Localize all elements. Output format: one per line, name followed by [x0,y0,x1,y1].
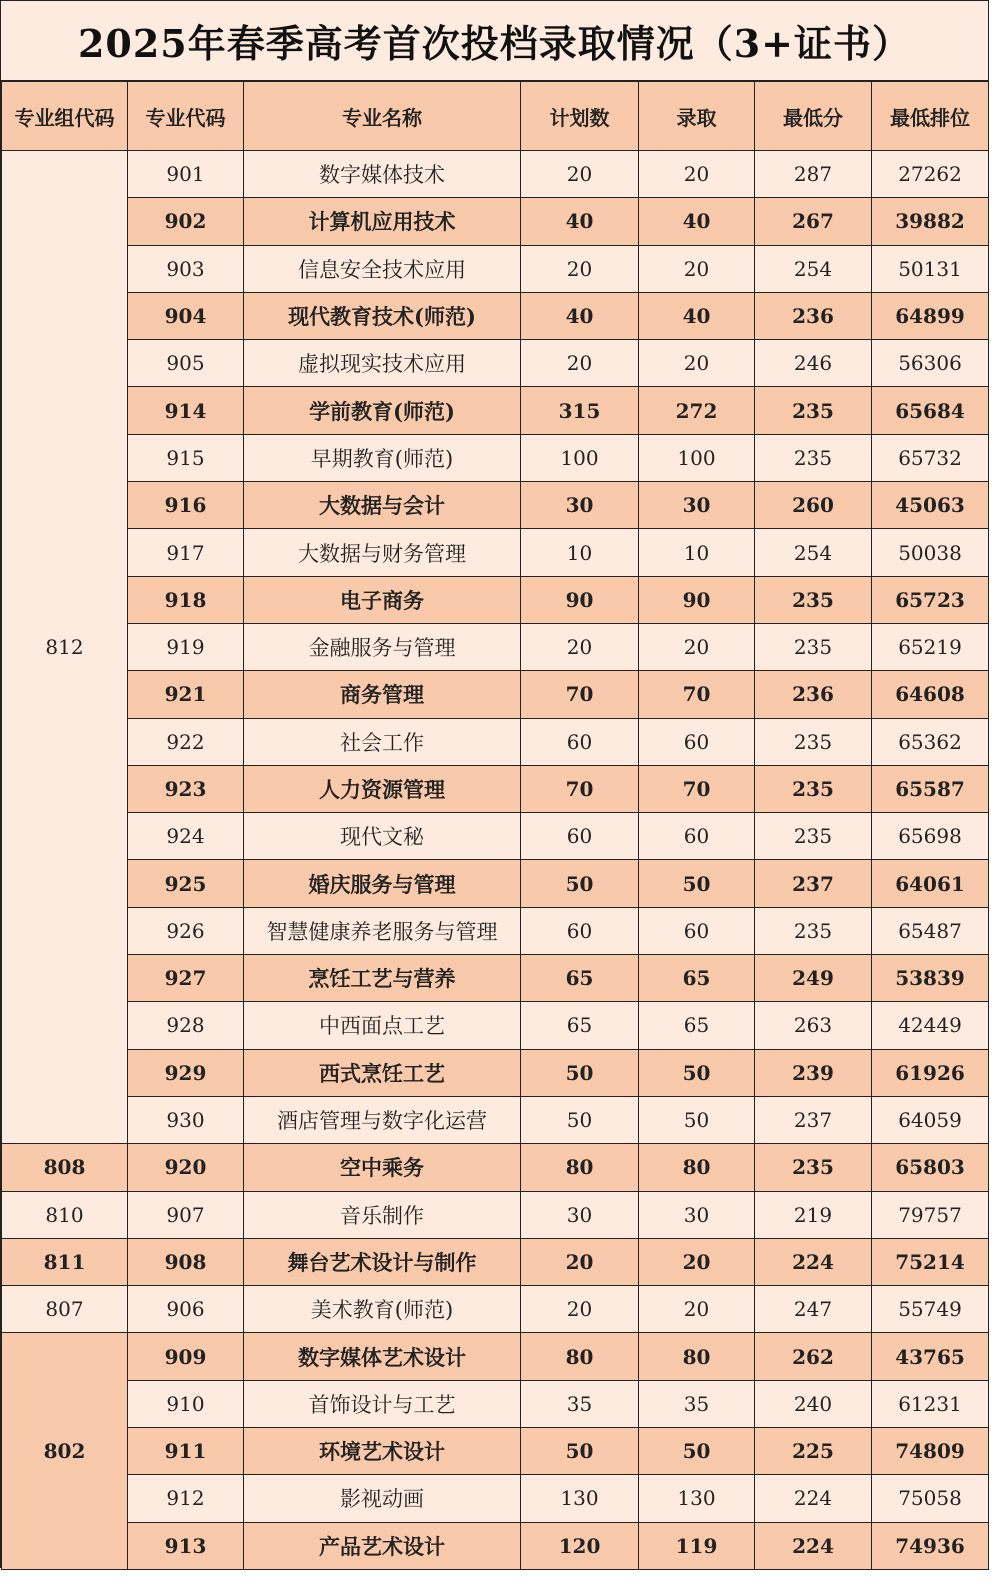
table-row [2,813,989,860]
major-code-cell: 928 [128,1002,244,1049]
min-rank-cell: 79757 [872,1191,989,1238]
table-row [2,1286,989,1333]
major-name-cell: 音乐制作 [244,1191,521,1238]
table-row [2,198,989,245]
min-score-cell: 254 [755,529,872,576]
min-rank-cell: 65487 [872,907,989,954]
min-score-cell: 287 [755,151,872,198]
major-name-cell: 产品艺术设计 [244,1522,521,1569]
admitted-count-cell: 80 [639,1333,755,1380]
major-code-cell: 916 [128,482,244,529]
plan-count-cell: 20 [521,340,639,387]
major-name-cell: 大数据与会计 [244,482,521,529]
min-score-cell: 249 [755,955,872,1002]
admitted-count-cell: 65 [639,955,755,1002]
min-score-cell: 224 [755,1475,872,1522]
major-name-cell: 商务管理 [244,671,521,718]
plan-count-cell: 50 [521,1428,639,1475]
table-row [2,151,989,198]
admitted-count-cell: 60 [639,907,755,954]
admitted-count-cell: 70 [639,765,755,812]
min-score-cell: 237 [755,860,872,907]
major-name-cell: 人力资源管理 [244,765,521,812]
table-row [2,1049,989,1096]
min-rank-cell: 65732 [872,434,989,481]
table-row [2,1238,989,1285]
table-row [2,765,989,812]
plan-count-cell: 80 [521,1144,639,1191]
major-code-cell: 903 [128,245,244,292]
major-name-cell: 现代文秘 [244,813,521,860]
min-rank-cell: 65803 [872,1144,989,1191]
admission-table [1,81,989,1570]
major-code-cell: 915 [128,434,244,481]
admitted-count-cell: 30 [639,1191,755,1238]
min-rank-cell: 45063 [872,482,989,529]
plan-count-cell: 40 [521,292,639,339]
major-code-cell: 919 [128,623,244,670]
sheet-title: 2025年春季高考首次投档录取情况（3+证书） [1,1,988,81]
min-score-cell: 235 [755,907,872,954]
major-name-cell: 美术教育(师范) [244,1286,521,1333]
plan-count-cell: 10 [521,529,639,576]
min-score-cell: 235 [755,387,872,434]
min-rank-cell: 43765 [872,1333,989,1380]
major-name-cell: 烹饪工艺与营养 [244,955,521,1002]
min-score-cell: 235 [755,1144,872,1191]
major-code-cell: 909 [128,1333,244,1380]
min-score-cell: 235 [755,434,872,481]
table-row [2,860,989,907]
table-row [2,955,989,1002]
min-rank-cell: 75058 [872,1475,989,1522]
min-score-cell: 267 [755,198,872,245]
min-score-cell: 246 [755,340,872,387]
admitted-count-cell: 60 [639,813,755,860]
header-min-score: 最低分 [755,82,872,151]
major-name-cell: 酒店管理与数字化运营 [244,1096,521,1143]
plan-count-cell: 80 [521,1333,639,1380]
min-rank-cell: 74809 [872,1428,989,1475]
admitted-count-cell: 272 [639,387,755,434]
min-rank-cell: 64899 [872,292,989,339]
major-code-cell: 902 [128,198,244,245]
admitted-count-cell: 70 [639,671,755,718]
admitted-count-cell: 35 [639,1380,755,1427]
plan-count-cell: 30 [521,1191,639,1238]
plan-count-cell: 100 [521,434,639,481]
major-code-cell: 925 [128,860,244,907]
admitted-count-cell: 50 [639,860,755,907]
admitted-count-cell: 50 [639,1428,755,1475]
admitted-count-cell: 100 [639,434,755,481]
header-min-rank: 最低排位 [872,82,989,151]
major-code-cell: 920 [128,1144,244,1191]
plan-count-cell: 120 [521,1522,639,1569]
plan-count-cell: 20 [521,1238,639,1285]
min-rank-cell: 65698 [872,813,989,860]
plan-count-cell: 60 [521,718,639,765]
major-code-cell: 921 [128,671,244,718]
admitted-count-cell: 50 [639,1096,755,1143]
table-row [2,1522,989,1569]
table-row [2,1096,989,1143]
min-rank-cell: 75214 [872,1238,989,1285]
plan-count-cell: 50 [521,1049,639,1096]
major-name-cell: 智慧健康养老服务与管理 [244,907,521,954]
plan-count-cell: 130 [521,1475,639,1522]
admitted-count-cell: 40 [639,292,755,339]
plan-count-cell: 35 [521,1380,639,1427]
major-code-cell: 929 [128,1049,244,1096]
plan-count-cell: 30 [521,482,639,529]
admitted-count-cell: 130 [639,1475,755,1522]
min-score-cell: 247 [755,1286,872,1333]
major-code-cell: 918 [128,576,244,623]
min-score-cell: 224 [755,1238,872,1285]
min-score-cell: 254 [755,245,872,292]
plan-count-cell: 60 [521,813,639,860]
major-name-cell: 学前教育(师范) [244,387,521,434]
admitted-count-cell: 90 [639,576,755,623]
plan-count-cell: 315 [521,387,639,434]
min-score-cell: 260 [755,482,872,529]
admitted-count-cell: 60 [639,718,755,765]
min-score-cell: 236 [755,671,872,718]
table-row [2,1191,989,1238]
table-row [2,1002,989,1049]
major-name-cell: 舞台艺术设计与制作 [244,1238,521,1285]
min-score-cell: 263 [755,1002,872,1049]
min-score-cell: 239 [755,1049,872,1096]
table-row [2,1475,989,1522]
min-score-cell: 224 [755,1522,872,1569]
min-rank-cell: 56306 [872,340,989,387]
plan-count-cell: 20 [521,623,639,670]
plan-count-cell: 20 [521,245,639,292]
admitted-count-cell: 20 [639,245,755,292]
header-row [2,82,989,151]
major-name-cell: 空中乘务 [244,1144,521,1191]
plan-count-cell: 40 [521,198,639,245]
plan-count-cell: 65 [521,955,639,1002]
plan-count-cell: 60 [521,907,639,954]
header-admitted: 录取 [639,82,755,151]
admitted-count-cell: 65 [639,1002,755,1049]
major-name-cell: 大数据与财务管理 [244,529,521,576]
major-code-cell: 914 [128,387,244,434]
min-rank-cell: 64608 [872,671,989,718]
table-row [2,340,989,387]
min-score-cell: 240 [755,1380,872,1427]
min-score-cell: 235 [755,623,872,670]
admitted-count-cell: 30 [639,482,755,529]
min-rank-cell: 64061 [872,860,989,907]
table-row [2,529,989,576]
plan-count-cell: 90 [521,576,639,623]
min-score-cell: 225 [755,1428,872,1475]
major-name-cell: 环境艺术设计 [244,1428,521,1475]
group-code-cell: 807 [2,1286,128,1333]
admitted-count-cell: 20 [639,340,755,387]
min-rank-cell: 65362 [872,718,989,765]
major-code-cell: 911 [128,1428,244,1475]
major-code-cell: 923 [128,765,244,812]
major-code-cell: 904 [128,292,244,339]
major-code-cell: 917 [128,529,244,576]
table-row [2,907,989,954]
min-rank-cell: 55749 [872,1286,989,1333]
plan-count-cell: 20 [521,1286,639,1333]
table-row [2,718,989,765]
table-row [2,387,989,434]
plan-count-cell: 20 [521,151,639,198]
table-row [2,576,989,623]
min-rank-cell: 53839 [872,955,989,1002]
group-code-cell: 808 [2,1144,128,1191]
table-row [2,671,989,718]
major-code-cell: 907 [128,1191,244,1238]
table-row [2,1144,989,1191]
header-major-code: 专业代码 [128,82,244,151]
major-name-cell: 社会工作 [244,718,521,765]
major-code-cell: 924 [128,813,244,860]
major-name-cell: 信息安全技术应用 [244,245,521,292]
min-rank-cell: 50038 [872,529,989,576]
major-code-cell: 906 [128,1286,244,1333]
min-rank-cell: 39882 [872,198,989,245]
table-row [2,1333,989,1380]
major-name-cell: 金融服务与管理 [244,623,521,670]
admitted-count-cell: 80 [639,1144,755,1191]
major-code-cell: 910 [128,1380,244,1427]
min-score-cell: 235 [755,765,872,812]
major-code-cell: 905 [128,340,244,387]
min-rank-cell: 65723 [872,576,989,623]
plan-count-cell: 65 [521,1002,639,1049]
plan-count-cell: 50 [521,860,639,907]
group-code-cell: 812 [2,151,128,1144]
admitted-count-cell: 20 [639,623,755,670]
header-group-code: 专业组代码 [2,82,128,151]
major-name-cell: 计算机应用技术 [244,198,521,245]
min-rank-cell: 61926 [872,1049,989,1096]
major-name-cell: 西式烹饪工艺 [244,1049,521,1096]
admitted-count-cell: 119 [639,1522,755,1569]
major-name-cell: 数字媒体技术 [244,151,521,198]
header-plan: 计划数 [521,82,639,151]
min-rank-cell: 65587 [872,765,989,812]
table-row [2,292,989,339]
major-code-cell: 926 [128,907,244,954]
table-row [2,245,989,292]
major-name-cell: 影视动画 [244,1475,521,1522]
major-name-cell: 早期教育(师范) [244,434,521,481]
min-score-cell: 235 [755,813,872,860]
header-major-name: 专业名称 [244,82,521,151]
min-rank-cell: 61231 [872,1380,989,1427]
major-code-cell: 912 [128,1475,244,1522]
major-code-cell: 927 [128,955,244,1002]
group-code-cell: 811 [2,1238,128,1285]
admitted-count-cell: 40 [639,198,755,245]
major-name-cell: 虚拟现实技术应用 [244,340,521,387]
table-row [2,1428,989,1475]
min-score-cell: 219 [755,1191,872,1238]
major-code-cell: 930 [128,1096,244,1143]
table-row [2,623,989,670]
plan-count-cell: 70 [521,765,639,812]
min-score-cell: 235 [755,718,872,765]
min-score-cell: 262 [755,1333,872,1380]
admitted-count-cell: 20 [639,1238,755,1285]
table-row [2,1380,989,1427]
major-code-cell: 922 [128,718,244,765]
major-name-cell: 首饰设计与工艺 [244,1380,521,1427]
admitted-count-cell: 10 [639,529,755,576]
min-score-cell: 236 [755,292,872,339]
admitted-count-cell: 50 [639,1049,755,1096]
table-row [2,482,989,529]
table-row [2,434,989,481]
min-rank-cell: 50131 [872,245,989,292]
major-name-cell: 现代教育技术(师范) [244,292,521,339]
min-rank-cell: 74936 [872,1522,989,1569]
plan-count-cell: 70 [521,671,639,718]
admitted-count-cell: 20 [639,151,755,198]
group-code-cell: 810 [2,1191,128,1238]
min-rank-cell: 42449 [872,1002,989,1049]
major-name-cell: 中西面点工艺 [244,1002,521,1049]
major-code-cell: 913 [128,1522,244,1569]
major-name-cell: 婚庆服务与管理 [244,860,521,907]
major-code-cell: 908 [128,1238,244,1285]
table-body [2,151,989,1570]
group-code-cell: 802 [2,1333,128,1569]
min-score-cell: 237 [755,1096,872,1143]
major-code-cell: 901 [128,151,244,198]
min-rank-cell: 64059 [872,1096,989,1143]
min-rank-cell: 65219 [872,623,989,670]
min-rank-cell: 27262 [872,151,989,198]
plan-count-cell: 50 [521,1096,639,1143]
min-score-cell: 235 [755,576,872,623]
admitted-count-cell: 20 [639,1286,755,1333]
major-name-cell: 电子商务 [244,576,521,623]
major-name-cell: 数字媒体艺术设计 [244,1333,521,1380]
min-rank-cell: 65684 [872,387,989,434]
